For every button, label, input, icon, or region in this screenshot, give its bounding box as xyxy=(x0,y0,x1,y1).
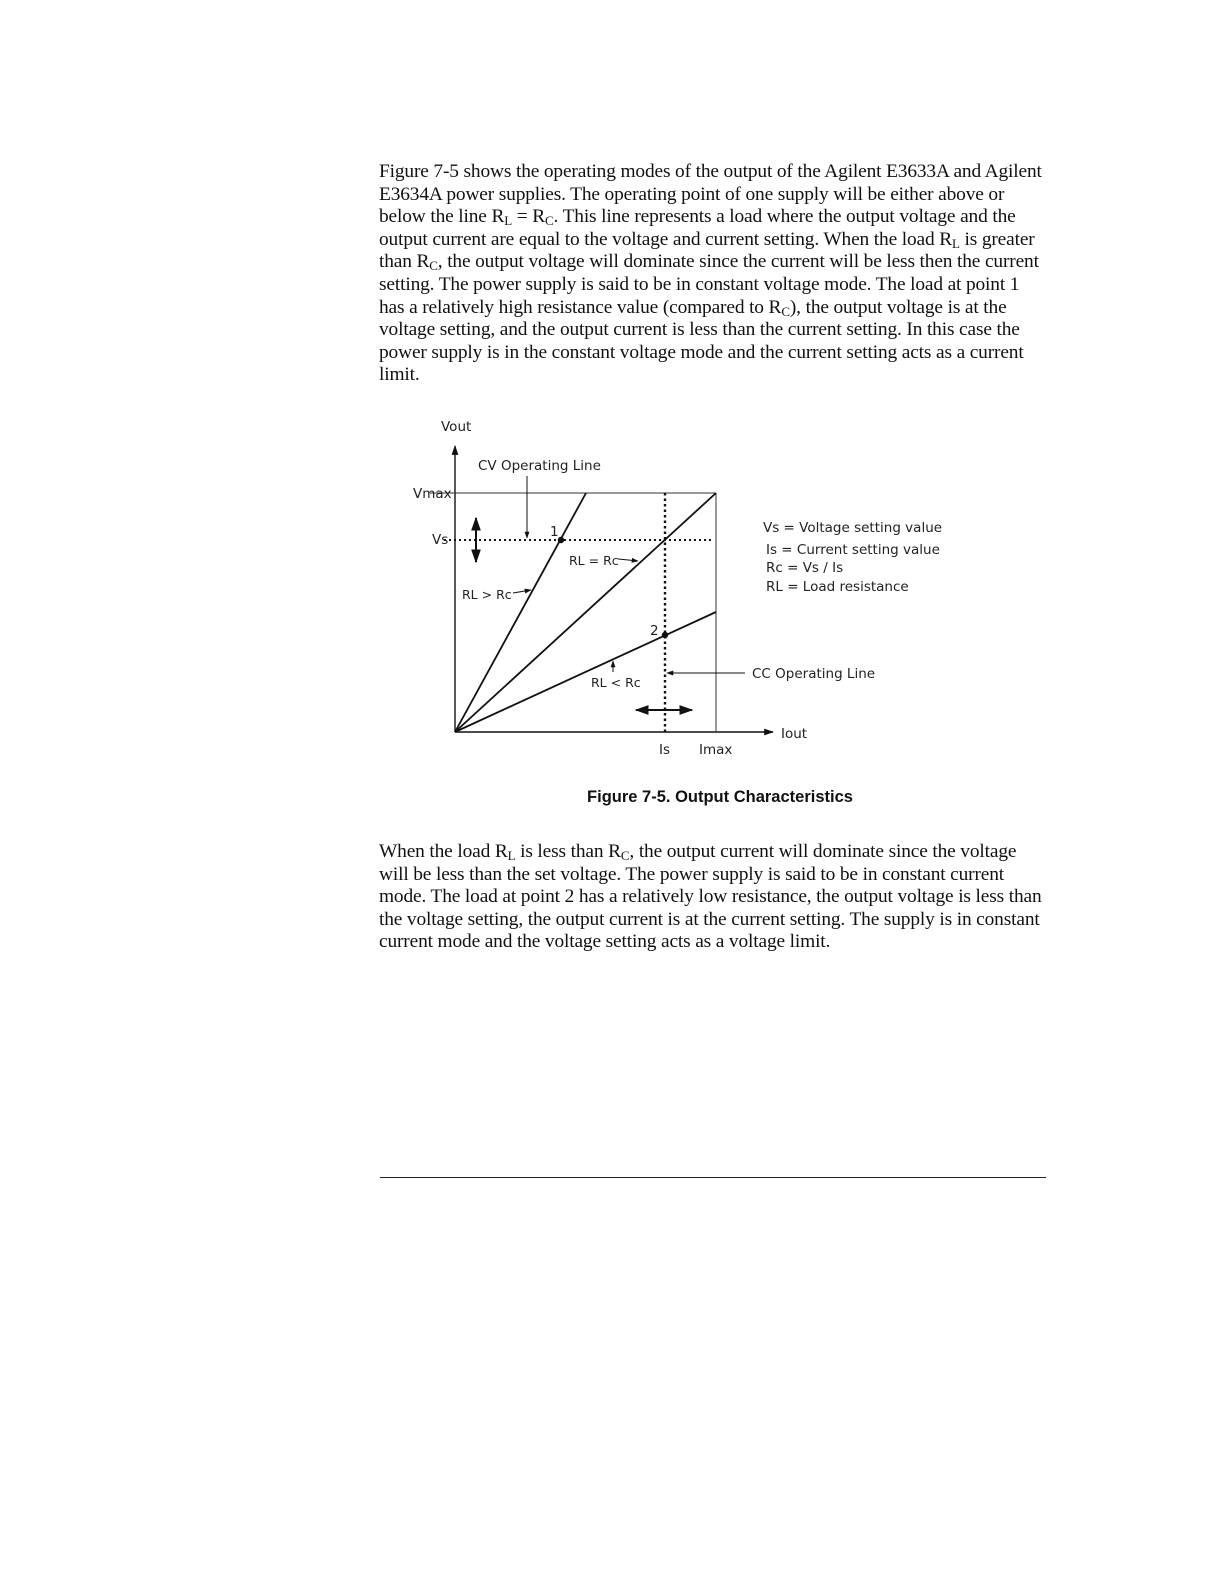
rl-gt-rc-label: RL > Rc xyxy=(462,587,512,602)
subscript: C xyxy=(545,213,554,229)
paragraph-text: When the load R xyxy=(379,841,508,862)
vmax-label: Vmax xyxy=(413,486,452,502)
subscript: L xyxy=(952,235,960,251)
subscript: L xyxy=(504,213,513,229)
cc-operating-line-label: CC Operating Line xyxy=(752,666,876,682)
legend-rc: Rc = Vs / Is xyxy=(766,560,844,576)
is-label: Is xyxy=(659,742,671,758)
paragraph-text: is greater than R xyxy=(379,228,1035,273)
output-characteristics-diagram xyxy=(400,410,960,770)
subscript: C xyxy=(781,303,790,319)
rl-eq-rc-label: RL = Rc xyxy=(569,553,619,568)
load-line-rl-gt-rc xyxy=(455,493,586,732)
operating-point-2 xyxy=(662,632,668,638)
rl-gt-rc-pointer xyxy=(513,590,531,593)
operating-point-1 xyxy=(558,537,564,543)
paragraph-text: ), the output voltage is at the voltage setting, and the output current is less than the current setting. In this case the power supply is in the constant voltage mode and the current setting acts as a current limit. xyxy=(379,296,1024,386)
body-paragraph-constant-current xyxy=(379,841,1049,954)
rl-eq-rc-pointer xyxy=(618,559,638,561)
paragraph-text: Figure 7-5 shows the operating modes of the output of the Agilent E3633A and Agilent E3634A power supplies. The operating point of one supply will be either above or below the line R xyxy=(379,161,1042,228)
load-line-rl-eq-rc xyxy=(455,493,716,732)
cv-operating-line-label: CV Operating Line xyxy=(478,458,601,474)
subscript: C xyxy=(429,258,438,274)
paragraph-text: = R xyxy=(512,206,545,228)
paragraph-text: , the output voltage will dominate since the current will be less then the current setting. The power supply is said to be in constant voltage mode. The load at point 1 has a relatively high resistance value (compared to R xyxy=(379,251,1039,318)
x-axis-label: Iout xyxy=(781,726,808,742)
subscript: C xyxy=(620,848,630,863)
paragraph-text: , the output current will dominate since the voltage will be less than the set voltage. The power supply is said to be in constant current mode. The load at point 2 has a relatively low resistance, the output voltage is less than the voltage setting, the output current is at the current setting. The supply is in constant current mode and the voltage setting acts as a voltage limit. xyxy=(379,841,1042,953)
vs-label: Vs xyxy=(432,532,449,548)
subscript: L xyxy=(507,848,516,863)
figure-caption: Figure 7-5. Output Characteristics xyxy=(587,788,853,806)
footer-rule xyxy=(380,1177,1046,1178)
point-2-label: 2 xyxy=(650,623,659,639)
rl-lt-rc-label: RL < Rc xyxy=(591,675,641,690)
imax-label: Imax xyxy=(699,742,733,758)
legend-vs: Vs = Voltage setting value xyxy=(763,520,943,536)
body-paragraph-operating-modes xyxy=(379,161,1049,387)
load-line-rl-lt-rc xyxy=(455,612,716,732)
legend-rl: RL = Load resistance xyxy=(766,579,909,595)
legend-is: Is = Current setting value xyxy=(766,542,940,558)
y-axis-label: Vout xyxy=(441,419,472,435)
paragraph-text: is less than R xyxy=(515,841,621,862)
paragraph-text: . This line represents a load where the output voltage and the output current are equal to the voltage and current setting. When the load R xyxy=(379,206,1016,250)
point-1-label: 1 xyxy=(550,524,559,540)
